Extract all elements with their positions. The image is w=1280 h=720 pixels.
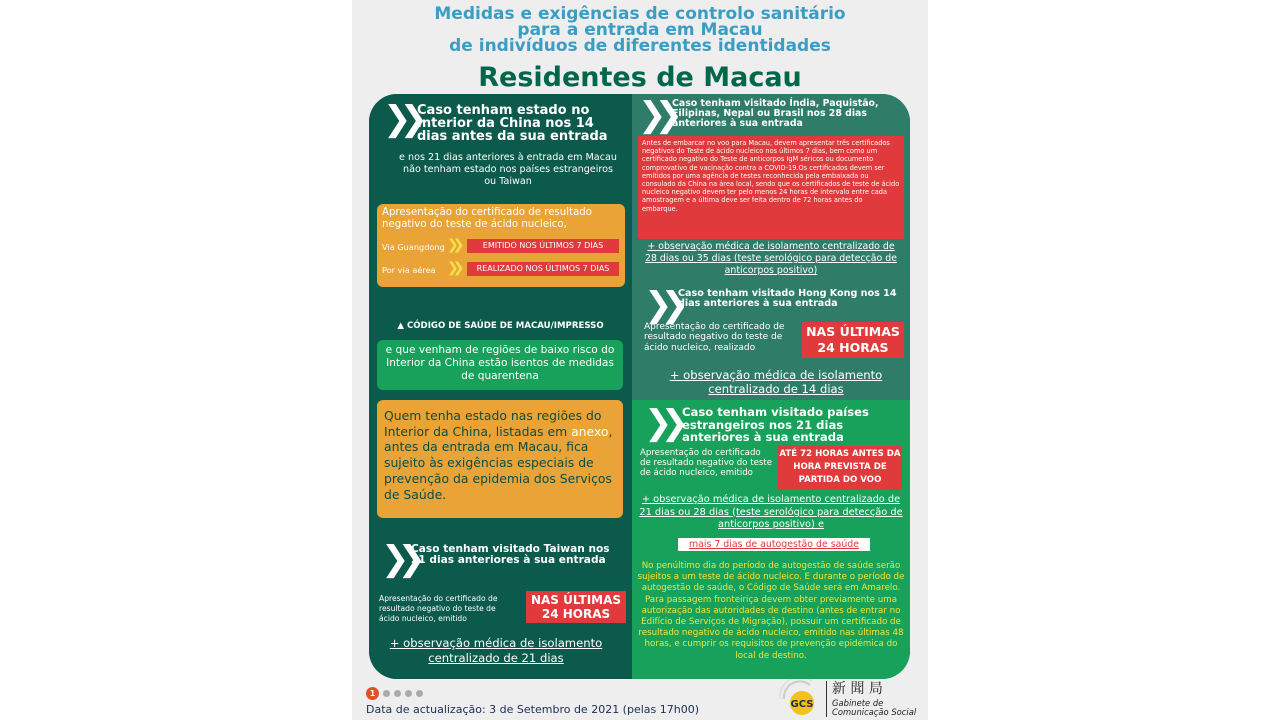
india-section bbox=[632, 94, 910, 284]
chevron-icon: ❯❯ bbox=[644, 403, 677, 443]
gcs-logo bbox=[776, 679, 926, 719]
header-line-2: para a entrada em Macau bbox=[517, 20, 763, 40]
low-risk-text: e que venham de regiões de baixo risco do Interior da China estão isentos de medidas de quarentena bbox=[385, 344, 615, 382]
logo-name: Gabinete de Comunicação Social bbox=[832, 698, 917, 717]
page-indicator bbox=[366, 687, 423, 700]
rules-card bbox=[369, 94, 910, 679]
svg-text:GCS: GCS bbox=[790, 699, 814, 710]
arrow-icon: ❯❯ bbox=[447, 260, 459, 276]
page-dot[interactable] bbox=[416, 690, 423, 697]
page-dot[interactable] bbox=[405, 690, 412, 697]
self-management-badge: mais 7 dias de autogestão de saúde bbox=[678, 538, 870, 551]
infographic-page bbox=[352, 0, 928, 720]
taiwan-observation: + observação médica de isolamento centralizado de 21 dias bbox=[389, 636, 603, 665]
foreign-certificate: Apresentação do certificado de resultado negativo do teste de ácido nucleico, emitido bbox=[640, 448, 773, 478]
update-date: Data de actualização: 3 de Setembro de 2021 (pelas 17h00) bbox=[366, 703, 700, 716]
taiwan-section bbox=[369, 528, 632, 679]
hongkong-title: Caso tenham visitado Hong Kong nos 14 dias anteriores à sua entrada bbox=[678, 288, 897, 309]
logo-divider bbox=[826, 681, 827, 717]
page-dot[interactable] bbox=[383, 690, 390, 697]
india-title: Caso tenham visitado Índia, Paquistão, Filipinas, Nepal ou Brasil nos 28 dias anteriores à sua entrada bbox=[672, 98, 879, 129]
header-title bbox=[352, 6, 928, 54]
annex-link[interactable]: anexo bbox=[571, 423, 609, 439]
main-title: Residentes de Macau bbox=[478, 62, 802, 93]
guangdong-label: Via Guangdong bbox=[382, 242, 445, 252]
taiwan-deadline: NAS ÚLTIMAS 24 HORAS bbox=[526, 591, 626, 623]
chevron-icon: ❯❯ bbox=[638, 95, 671, 135]
gcs-emblem-icon bbox=[776, 679, 824, 719]
certificate-box bbox=[377, 204, 625, 287]
chevron-icon: ❯❯ bbox=[644, 285, 677, 325]
india-observation: + observação médica de isolamento centralizado de 28 dias ou 35 dias (teste serológico para detecção de anticorpos positivo) bbox=[645, 241, 897, 276]
taiwan-title: Caso tenham visitado Taiwan nos 21 dias anteriores à sua entrada bbox=[411, 543, 610, 566]
foreign-observation: + observação médica de isolamento centralizado de 21 dias ou 28 dias (teste serológico para detecção de anticorpos positivo) e bbox=[639, 494, 903, 530]
hongkong-section bbox=[632, 284, 910, 400]
air-requirement: REALIZADO NOS ÚLTIMOS 7 DIAS bbox=[467, 262, 619, 276]
health-code-label: ▲ CÓDIGO DE SAÚDE DE MACAU/IMPRESSO bbox=[397, 321, 604, 331]
taiwan-certificate: Apresentação do certificado de resultado negativo do teste de ácido nucleico, emitido bbox=[379, 594, 498, 623]
chevron-icon: ❯❯ bbox=[381, 539, 414, 579]
arrow-icon: ❯❯ bbox=[447, 237, 459, 253]
certificate-heading: Apresentação do certificado de resultado negativo do teste de ácido nucleico, bbox=[382, 207, 593, 230]
page-dot[interactable] bbox=[394, 690, 401, 697]
hongkong-certificate: Apresentação do certificado de resultado negativo do teste de ácido nucleico, realizado bbox=[644, 322, 785, 353]
mainland-subtitle: e nos 21 dias anteriores à entrada em Macau não tenham estado nos países estrangeiros ou Taiwan bbox=[399, 152, 617, 187]
air-label: Por via aérea bbox=[382, 265, 436, 275]
foreign-section bbox=[632, 400, 910, 679]
page-dot-active[interactable]: 1 bbox=[366, 687, 379, 700]
hongkong-observation: + observação médica de isolamento centralizado de 14 dias bbox=[669, 368, 883, 396]
annex-box bbox=[377, 400, 623, 518]
chevron-icon: ❯❯ bbox=[383, 99, 416, 139]
foreign-title: Caso tenham visitado países estrangeiros nos 21 dias anteriores à sua entrada bbox=[682, 405, 869, 444]
hongkong-deadline: NAS ÚLTIMAS 24 HORAS bbox=[802, 322, 904, 358]
india-details: Antes de embarcar no voo para Macau, devem apresentar três certificados negativos do Teste de ácido nucleico nos últimos 7 dias, bem como um certificado negativo do Teste de anticorpos IgM séricos ou documento comprovativo de vacinação contra a COVID-19.Os certificados devem ser emitidos por uma agência de testes reconhecida pela embaixada ou consulado da China na área local, sendo que os certificados de teste de ácido nucleico negativo devem ter pelo menos 24 horas de intervalo entre cada amostragem e a última deve ser feita dentro de 72 horas antes do embarque. bbox=[638, 136, 904, 239]
guangdong-requirement: EMITIDO NOS ÚLTIMOS 7 DIAS bbox=[467, 239, 619, 253]
header-line-3: de indivíduos de diferentes identidades bbox=[449, 36, 831, 56]
foreign-notes: No penúltimo dia do período de autogestão de saúde serão sujeitos a um teste de ácido nucleico. E durante o período de autogestão de saúde, o Código de Saúde será em Amarelo. Para passagem fronteiriça devem obter previamente uma autorização das autoridades de destino (antes de entrar no Edifício de Serviços de Migração), possuir um certificado de resultado negativo de ácido nucleico, emitido nas últimas 48 horas, e cumprir os requisitos de prevenção epidémica do local de destino. bbox=[637, 561, 905, 661]
annex-text: Quem tenha estado nas regiões do Interior da China, listadas em anexo, antes da entrada em Macau, fica sujeito às exigências especiais de prevenção da epidemia dos Serviços de Saúde. bbox=[384, 408, 613, 502]
logo-chinese: 新 聞 局 bbox=[832, 681, 883, 697]
mainland-section bbox=[369, 94, 632, 528]
low-risk-box bbox=[377, 340, 623, 390]
mainland-title: Caso tenham estado no Interior da China nos 14 dias antes da sua entrada bbox=[417, 103, 608, 144]
header-line-1: Medidas e exigências de controlo sanitário bbox=[434, 4, 846, 24]
foreign-deadline: ATÉ 72 HORAS ANTES DA HORA PREVISTA DE PARTIDA DO VOO bbox=[778, 446, 902, 490]
